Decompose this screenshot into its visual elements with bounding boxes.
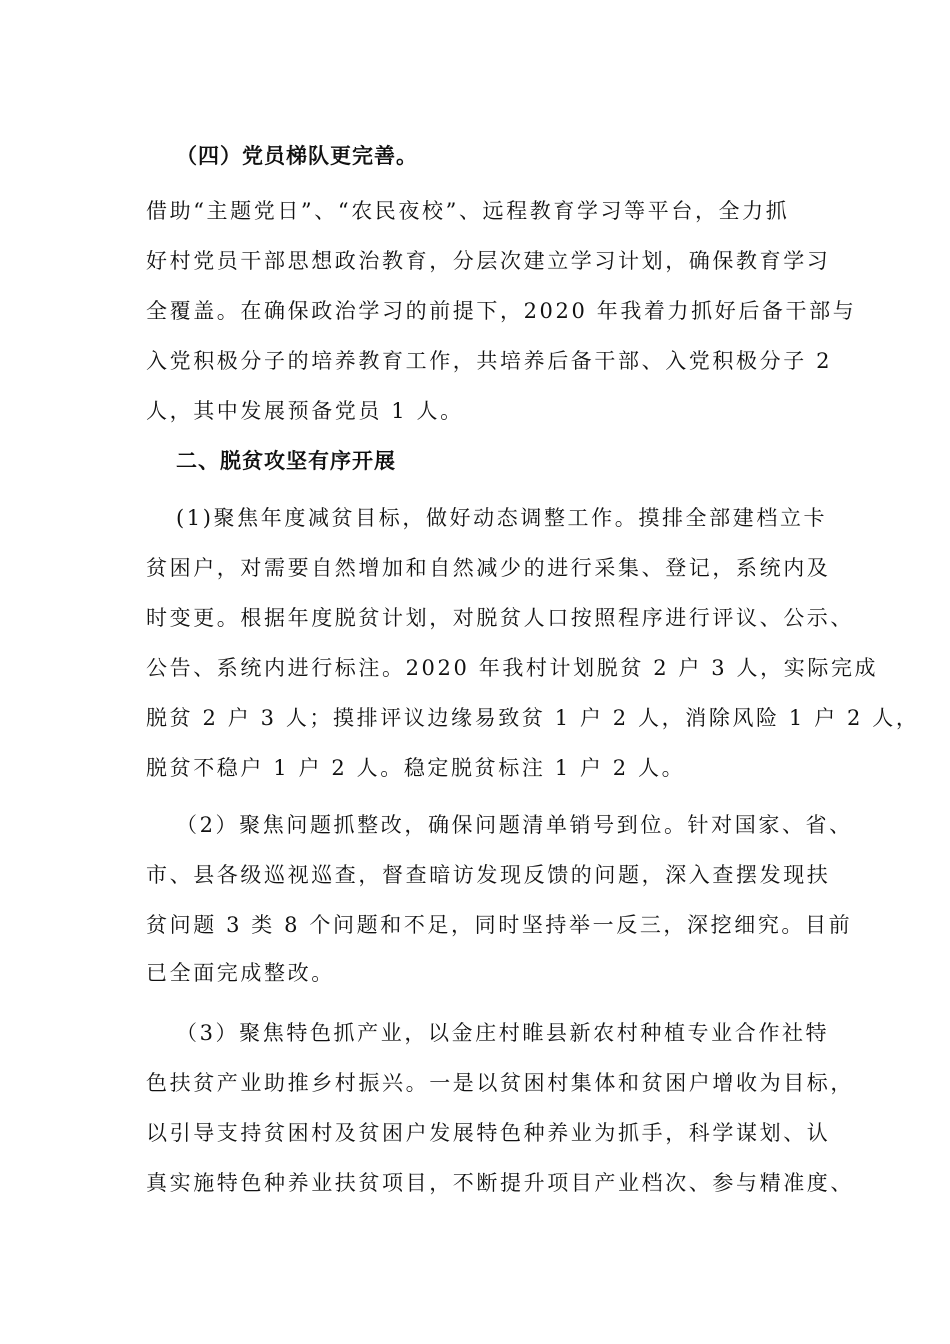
paragraph-line: 公告、系统内进行标注。2020 年我村计划脱贫 2 户 3 人，实际完成 <box>146 656 879 680</box>
paragraph-line: 以引导支持贫困村及贫困户发展特色种养业为抓手，科学谋划、认 <box>146 1121 831 1145</box>
section-2-heading: 二、脱贫攻坚有序开展 <box>176 449 396 473</box>
paragraph-line: 色扶贫产业助推乡村振兴。一是以贫困村集体和贫困户增收为目标， <box>146 1071 854 1095</box>
section-4-heading: （四）党员梯队更完善。 <box>176 144 418 168</box>
paragraph-line: 已全面完成整改。 <box>146 961 335 985</box>
paragraph-line: （3）聚焦特色抓产业，以金庄村睢县新农村种植专业合作社特 <box>176 1021 830 1045</box>
paragraph-line: 好村党员干部思想政治教育，分层次建立学习计划，确保教育学习 <box>146 249 831 273</box>
paragraph-line: (1)聚焦年度减贫目标，做好动态调整工作。摸排全部建档立卡 <box>176 506 828 530</box>
paragraph-line: 市、县各级巡视巡查，督查暗访发现反馈的问题，深入查摆发现扶 <box>146 863 831 887</box>
paragraph-line: 真实施特色种养业扶贫项目，不断提升项目产业档次、参与精准度、 <box>146 1171 854 1195</box>
paragraph-line: 脱贫不稳户 1 户 2 人。稳定脱贫标注 1 户 2 人。 <box>146 756 686 780</box>
paragraph-line: 全覆盖。在确保政治学习的前提下，2020 年我着力抓好后备干部与 <box>146 299 857 323</box>
paragraph-line: 脱贫 2 户 3 人；摸排评议边缘易致贫 1 户 2 人，消除风险 1 户 2 人， <box>146 706 920 730</box>
paragraph-line: （2）聚焦问题抓整改，确保问题清单销号到位。针对国家、省、 <box>176 813 853 837</box>
paragraph-line: 借助“主题党日”、“农民夜校”、远程教育学习等平台，全力抓 <box>146 199 790 223</box>
paragraph-line: 入党积极分子的培养教育工作，共培养后备干部、入党积极分子 2 <box>146 349 833 373</box>
paragraph-line: 人，其中发展预备党员 1 人。 <box>146 399 464 423</box>
paragraph-line: 贫问题 3 类 8 个问题和不足，同时坚持举一反三，深挖细究。目前 <box>146 913 853 937</box>
paragraph-line: 时变更。根据年度脱贫计划，对脱贫人口按照程序进行评议、公示、 <box>146 606 854 630</box>
paragraph-line: 贫困户，对需要自然增加和自然减少的进行采集、登记，系统内及 <box>146 556 831 580</box>
